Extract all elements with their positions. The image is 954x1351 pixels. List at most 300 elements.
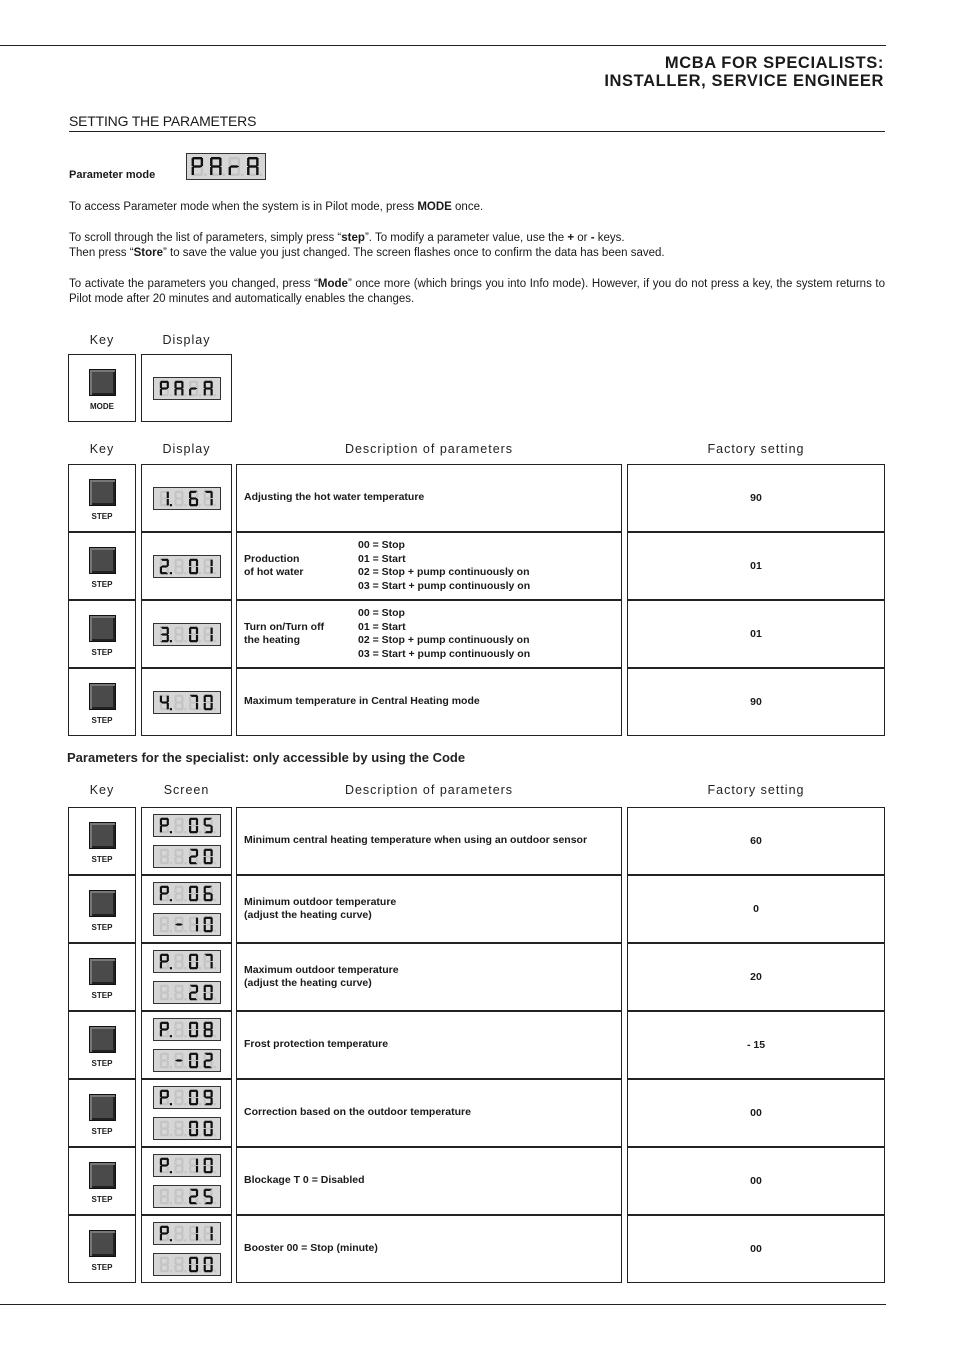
segment-off [166,1234,168,1240]
decimal-point [184,1239,186,1241]
decimal-point [213,572,215,574]
segment-off [159,1122,161,1128]
decimal-point [199,967,201,969]
key-label: STEP [91,923,113,932]
segment-off [211,174,220,176]
text-bold: - [590,232,595,244]
decimal-point [169,504,171,506]
segment-on [203,1159,205,1165]
segment-off [181,1054,183,1060]
decimal-point [213,1202,215,1204]
segment-on [189,1122,191,1128]
factory-value: 90 [750,696,762,708]
segment-off [230,174,239,176]
decimal-point [213,1066,215,1068]
decimal-point [184,899,186,901]
description-cell [236,600,622,668]
segment-off [181,894,183,900]
segment-on [210,1030,212,1036]
segment-off [174,1258,176,1264]
segment-on [210,1023,212,1029]
step-key[interactable] [68,807,136,875]
segment-off [166,993,168,999]
text-bold: + [567,232,575,244]
segment-off [181,1129,183,1135]
segment-off [174,559,176,565]
segment-off [166,566,168,572]
segment-on [195,986,197,992]
segment-on [195,894,197,900]
text-segment: To scroll through the list of parameters, simply press “ [69,232,342,244]
segment-off [189,381,191,387]
step-button-icon [89,890,116,917]
decimal-point [213,1239,215,1241]
segment-on [203,918,205,924]
segment-off [210,1190,212,1196]
parameter-description: Blockage T 0 = Disabled [244,1174,365,1187]
segment-off [166,925,168,931]
decimal-point [199,1171,201,1173]
segment-off [181,1227,183,1233]
segment-on [159,955,161,961]
segment-on [210,955,212,961]
display-cell [141,532,232,600]
segment-on [189,955,191,961]
decimal-point [184,862,186,864]
mode-key[interactable] [68,354,136,422]
segment-on [189,1098,191,1104]
segment-off [203,1234,205,1240]
segment-on [203,925,205,931]
segment-on [166,634,168,640]
segment-on [195,1098,197,1104]
segment-off [174,1023,176,1029]
col-header-key: Key [89,783,115,797]
segment-off [166,1190,168,1196]
segment-off [174,918,176,924]
segment-off [174,1098,176,1104]
paragraph-scroll [69,231,885,261]
segment-on [210,1122,212,1128]
segment-off [159,857,161,863]
segment-off [166,1030,168,1036]
segment-on [195,962,197,968]
decimal-point [199,1270,201,1272]
segment-on [189,491,191,497]
decimal-point [260,174,262,176]
key-label: STEP [91,991,113,1000]
segment-on [189,1023,191,1029]
step-key[interactable] [68,943,136,1011]
segment-on [166,887,168,893]
segment-off [174,1061,176,1067]
segment-on [189,962,191,968]
display-cell [141,600,232,668]
step-button-icon [89,547,116,574]
segment-on [166,695,168,701]
segment-on [256,167,258,175]
step-key[interactable] [68,1147,136,1215]
decimal-point [184,1134,186,1136]
decimal-point [213,708,215,710]
parameter-description: Frost protection temperature [244,1038,389,1051]
factory-setting-cell [627,807,885,875]
lcd-digits-bottom [153,981,221,1004]
segment-on [203,1091,205,1097]
segment-off [189,925,191,931]
step-button-icon [89,958,116,985]
decimal-point [169,998,171,1000]
decimal-point [169,1171,171,1173]
lcd-digits-top [153,882,221,905]
step-button-icon [89,1162,116,1189]
segment-off [174,1030,176,1036]
segment-on [229,167,231,175]
segment-on [159,381,161,387]
screen-cell [141,943,232,1011]
segment-off [174,955,176,961]
segment-off [189,1166,191,1172]
decimal-point [169,1066,171,1068]
factory-setting-cell [627,464,885,532]
segment-off [174,1265,176,1271]
segment-on [159,1098,161,1104]
col-header-key: Key [89,442,115,456]
segment-on [210,498,212,504]
segment-off [174,1227,176,1233]
text-segment: ”. To modify a parameter value, use the [364,232,568,244]
key-label: STEP [91,1195,113,1204]
segment-on [192,158,194,166]
step-key[interactable] [68,1215,136,1283]
screen-cell [141,1011,232,1079]
segment-off [159,1197,161,1203]
step-key[interactable] [68,1011,136,1079]
segment-on [210,1166,212,1172]
segment-on [248,165,257,167]
segment-off [166,918,168,924]
factory-setting-cell [627,875,885,943]
parameter-description: Booster 00 = Stop (minute) [244,1242,378,1255]
factory-setting-cell [627,1147,885,1215]
decimal-point [184,394,186,396]
segment-off [210,887,212,893]
factory-value: 01 [750,628,762,640]
step-key[interactable] [68,1079,136,1147]
segment-on [159,1227,161,1233]
segment-on [195,1023,197,1029]
step-key[interactable] [68,600,136,668]
header-line-2: INSTALLER, SERVICE ENGINEER [604,72,884,90]
segment-off [159,1061,161,1067]
text-bold: step [341,232,365,244]
segment-off [181,1159,183,1165]
segment-on [159,887,161,893]
segment-off [166,850,168,856]
segment-on [189,819,191,825]
segment-off [174,498,176,504]
decimal-point [184,831,186,833]
segment-off [166,1061,168,1067]
segment-off [166,894,168,900]
segment-on [195,1129,197,1135]
segment-on [159,1234,161,1240]
col-header-factory: Factory setting [707,783,805,797]
segment-off [181,986,183,992]
specialist-title: Parameters for the specialist: only accessible by using the Code [67,750,466,765]
col-header-screen: Screen [163,783,210,797]
segment-on [189,1054,191,1060]
description-cell [236,1079,622,1147]
text-segment: ” to save the value you just changed. The screen flashes once to confirm the data has been saved. [162,247,665,259]
segment-on [166,381,168,387]
segment-on [166,491,168,497]
decimal-point [213,640,215,642]
step-button-icon [89,1094,116,1121]
segment-off [203,1054,205,1060]
segment-off [230,157,239,159]
segment-off [181,1061,183,1067]
segment-off [159,986,161,992]
key-label: MODE [90,402,114,411]
decimal-point [213,1035,215,1037]
description-cell [236,807,622,875]
col-header-key: Key [89,333,115,347]
text-segment: To activate the parameters you changed, press “ [69,278,318,290]
segment-off [181,819,183,825]
segment-off [174,1129,176,1135]
segment-on [195,627,197,633]
parameter-options: 00 = Stop 01 = Start 02 = Stop + pump continuously on 03 = Start + pump continuously on [358,607,531,660]
decimal-point [184,640,186,642]
segment-on [189,498,191,504]
decimal-point [213,831,215,833]
segment-on [248,157,257,159]
key-label: STEP [91,580,113,589]
decimal-point [199,1103,201,1105]
decimal-point [169,930,171,932]
segment-on [203,1166,205,1172]
segment-off [174,1091,176,1097]
decimal-point [184,1202,186,1204]
factory-value: 01 [750,560,762,572]
segment-on [189,634,191,640]
segment-on [210,559,212,565]
segment-off [174,1197,176,1203]
factory-setting-cell [627,532,885,600]
step-key[interactable] [68,875,136,943]
segment-on [166,702,168,708]
lcd-digits-bottom [153,845,221,868]
step-key[interactable] [68,464,136,532]
segment-on [203,857,205,863]
lcd-digits-bottom [153,1185,221,1208]
paragraph-activate [69,277,885,307]
segment-off [189,1190,191,1196]
decimal-point [184,930,186,932]
lcd-digits-top [153,1018,221,1041]
decimal-point [184,1035,186,1037]
screen-cell [141,807,232,875]
paragraph-access [69,200,885,215]
segment-on [203,381,205,387]
step-key[interactable] [68,668,136,736]
segment-off [159,1265,161,1271]
factory-setting-cell [627,1215,885,1283]
key-label: STEP [91,716,113,725]
text-segment: or [574,232,591,244]
factory-value: 00 [750,1107,762,1119]
segment-on [256,158,258,166]
decimal-point [169,1035,171,1037]
text-bold: Store [133,247,163,259]
key-label: STEP [91,512,113,521]
decimal-point [199,1066,201,1068]
segment-off [166,1122,168,1128]
decimal-point [169,708,171,710]
decimal-point [199,1239,201,1241]
decimal-point [199,930,201,932]
segment-on [195,702,197,708]
segment-off [166,1054,168,1060]
segment-on [210,566,212,572]
screen-cell [141,1079,232,1147]
segment-on [230,165,239,167]
segment-on [203,1190,205,1196]
segment-on [159,695,161,701]
segment-off [229,158,231,166]
segment-on [195,1122,197,1128]
segment-on [203,986,205,992]
lcd-digits [153,691,221,714]
parameter-description: Maximum outdoor temperature (adjust the heating curve) [244,963,399,989]
segment-on [219,158,221,166]
segment-off [181,1197,183,1203]
segment-off [174,857,176,863]
segment-off [203,955,205,961]
segment-on [195,1061,197,1067]
segment-on [166,955,168,961]
segment-on [210,894,212,900]
segment-on [193,157,202,159]
segment-off [159,1190,161,1196]
segment-on [195,498,197,504]
segment-off [238,158,240,166]
parameter-mode-lcd [186,153,266,180]
segment-off [174,986,176,992]
segment-on [210,1258,212,1264]
segment-off [181,918,183,924]
segment-off [174,1054,176,1060]
decimal-point [169,1239,171,1241]
segment-off [174,634,176,640]
decimal-point [184,504,186,506]
segment-on [166,627,168,633]
segment-on [203,1258,205,1264]
decimal-point [199,998,201,1000]
segment-off [159,1129,161,1135]
display-cell [141,668,232,736]
segment-on [159,819,161,825]
decimal-point [213,1171,215,1173]
segment-on [210,634,212,640]
step-key[interactable] [68,532,136,600]
segment-on [166,1227,168,1233]
segment-off [174,826,176,832]
segment-on [195,695,197,701]
segment-off [203,627,205,633]
description-cell [236,532,622,600]
decimal-point [199,708,201,710]
segment-off [181,1023,183,1029]
segment-off [166,1258,168,1264]
segment-on [210,1265,212,1271]
segment-on [195,1234,197,1240]
segment-on [210,702,212,708]
factory-setting-cell [627,668,885,736]
segment-off [195,491,197,497]
segment-on [159,894,161,900]
segment-on [247,158,249,166]
description-cell [236,943,622,1011]
segment-off [166,826,168,832]
key-label: STEP [91,855,113,864]
segment-on [189,627,191,633]
segment-on [195,918,197,924]
lcd-digits-bottom [153,913,221,936]
segment-on [195,1030,197,1036]
factory-value: - 15 [746,1039,766,1051]
segment-off [189,1234,191,1240]
segment-off [174,925,176,931]
lcd-digits-top [153,950,221,973]
segment-off [166,1166,168,1172]
decimal-point [169,1270,171,1272]
segment-off [203,491,205,497]
segment-off [166,1197,168,1203]
decimal-point [213,930,215,932]
segment-off [159,634,161,640]
text-segment: ” once more (which brings you into Info mode). However, if you do not press a key, the system returns to Pilot mode after 20 minutes and automatically enables the changes. [69,278,886,305]
section-title: SETTING THE PARAMETERS [69,113,885,132]
segment-off [159,702,161,708]
segment-on [203,702,205,708]
segment-on [195,1265,197,1271]
lcd-digits-bottom [153,1253,221,1276]
description-cell [236,1215,622,1283]
decimal-point [184,967,186,969]
decimal-point [169,862,171,864]
parameter-description: Maximum temperature in Central Heating mode [244,695,480,708]
segment-off [181,955,183,961]
text-segment: once. [451,201,484,213]
segment-off [166,986,168,992]
mode-button-icon [89,369,116,396]
lcd-digits-top [153,1222,221,1245]
segment-on [203,887,205,893]
segment-on [159,1023,161,1029]
lcd-digits-bottom [153,1117,221,1140]
key-label: STEP [91,1263,113,1272]
key-label: STEP [91,1059,113,1068]
parameter-label: Production of hot water [244,552,304,578]
segment-on [210,850,212,856]
segment-off [174,1159,176,1165]
factory-value: 0 [753,903,759,915]
segment-off [181,993,183,999]
segment-on [210,1129,212,1135]
segment-off [174,887,176,893]
